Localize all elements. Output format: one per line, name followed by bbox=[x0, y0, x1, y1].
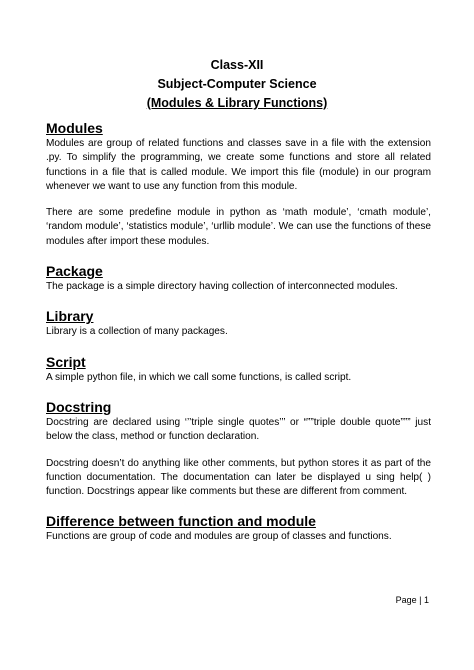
package-paragraph: The package is a simple directory having collection of interconnected modules. bbox=[46, 281, 398, 293]
section-script bbox=[46, 353, 431, 385]
library-paragraph: Library is a collection of many packages. bbox=[46, 326, 228, 338]
section-package bbox=[46, 262, 431, 294]
heading-docstring: Docstring bbox=[46, 398, 112, 415]
section-library bbox=[46, 307, 431, 339]
class-title: Class-XII bbox=[210, 58, 264, 72]
subject-title: Subject-Computer Science bbox=[157, 77, 317, 91]
heading-library: Library bbox=[46, 308, 94, 325]
document-header bbox=[0, 56, 474, 113]
topic-title: (Modules & Library Functions) bbox=[146, 96, 328, 110]
section-modules bbox=[46, 119, 431, 249]
heading-package: Package bbox=[46, 263, 103, 280]
modules-paragraph-2: There are some predefine module in python as ‘math module’, ‘cmath module’, ‘random module’, ‘statistics module’, ‘urllib module’. We can use the functions of these modules after import these modules. bbox=[46, 207, 431, 247]
section-docstring bbox=[46, 398, 431, 499]
docstring-paragraph-1: Docstring are declared using ‘’’triple single quotes’’’ or “””triple double quote””” just below the class, method or function declaration. bbox=[46, 416, 431, 443]
modules-paragraph-1: Modules are group of related functions and classes save in a file with the extension .py. To simplify the programming, we create some functions and store all related functions in a file that is called module. We import this file (module) in our program whenever we want to use any function from this module. bbox=[46, 138, 431, 192]
docstring-paragraph-2: Docstring doesn’t do anything like other comments, but python stores it as part of the function documentation. The documentation can later be displayed u sing help( ) function. Docstrings appear like comments but these are different from comment. bbox=[46, 457, 431, 498]
section-difference bbox=[46, 512, 431, 544]
document-body bbox=[46, 119, 431, 558]
page-number: Page | 1 bbox=[395, 595, 429, 605]
heading-modules: Modules bbox=[46, 120, 103, 136]
heading-difference: Difference between function and module bbox=[46, 513, 316, 530]
script-paragraph: A simple python file, in which we call some functions, is called script. bbox=[46, 371, 352, 383]
difference-paragraph: Functions are group of code and modules are group of classes and functions. bbox=[46, 531, 392, 543]
heading-script: Script bbox=[46, 353, 86, 370]
